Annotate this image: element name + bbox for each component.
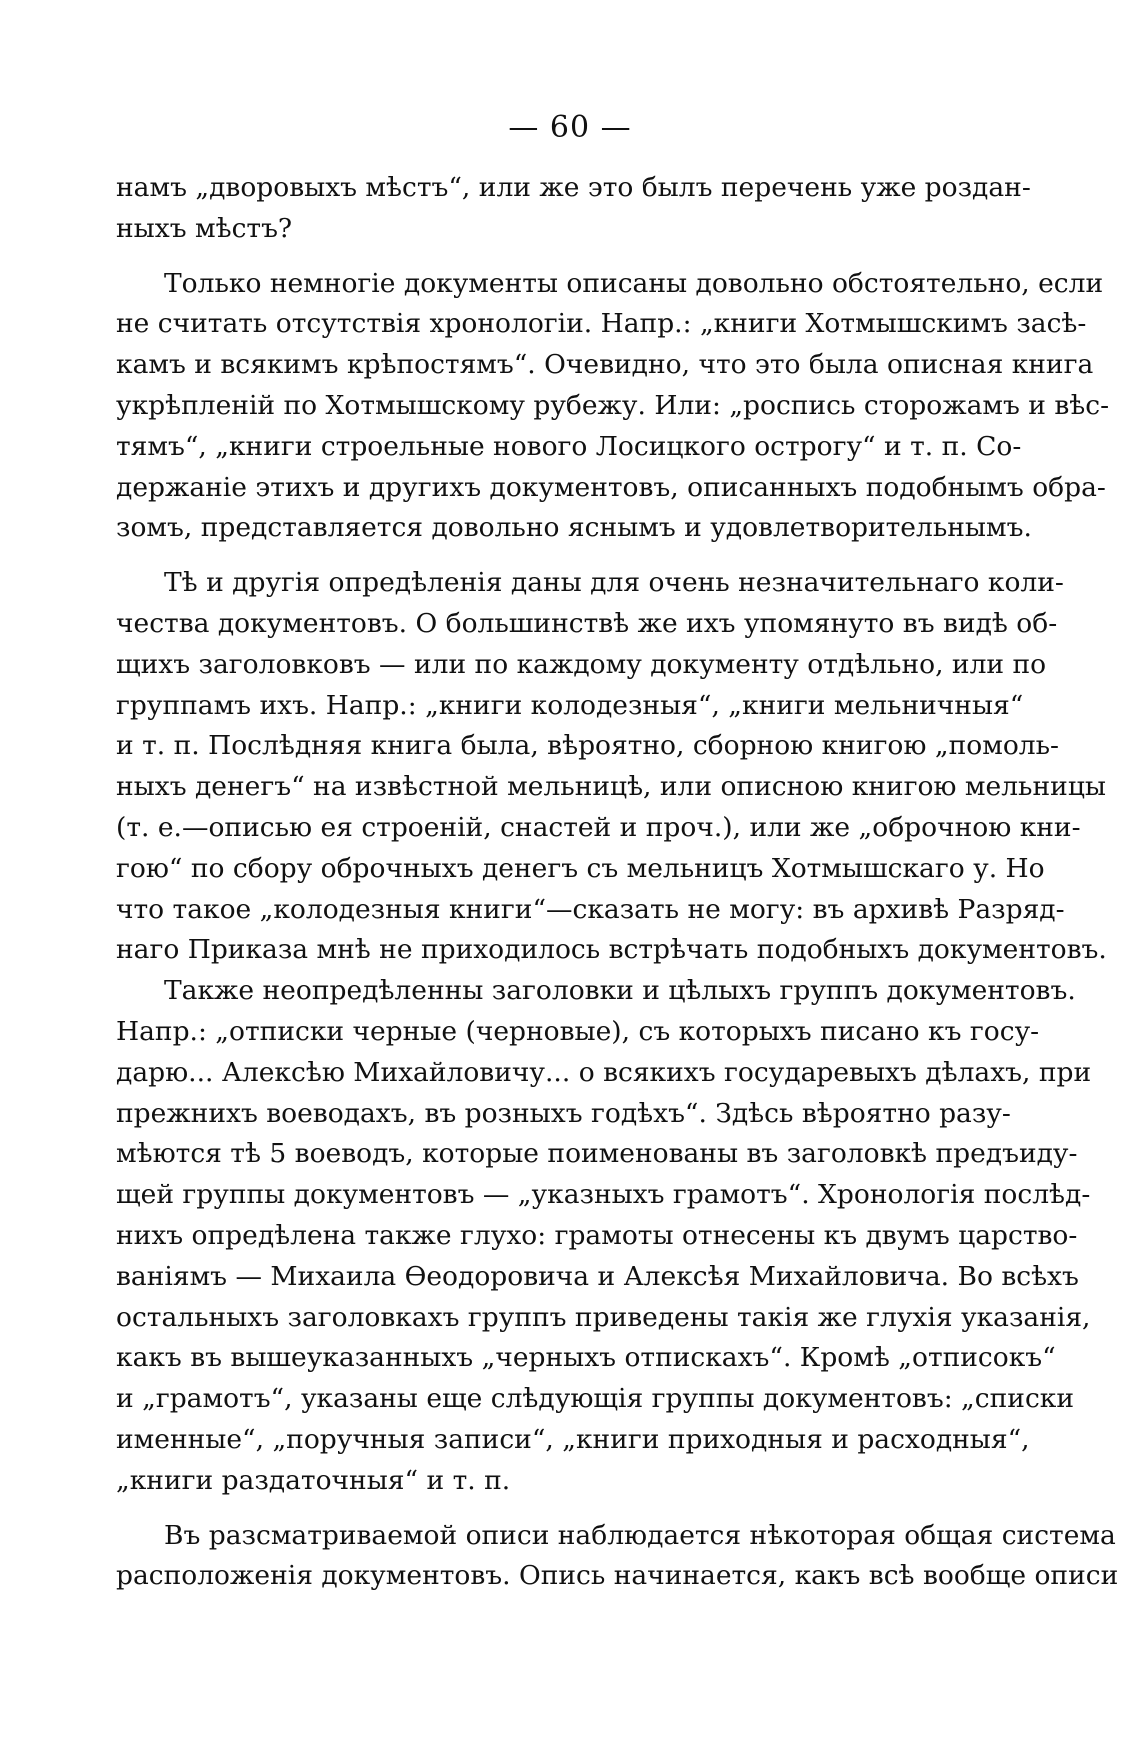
text-line: укрѣпленій по Хотмышскому рубежу. Или: „роспись сторожамъ и вѣс- — [116, 389, 1110, 421]
text-line: наго Приказа мнѣ не приходилось встрѣчать подобныхъ документовъ. — [116, 934, 1107, 966]
paragraph-2 — [116, 264, 1110, 550]
text-line: чества документовъ. О большинствѣ же ихъ упомянуто въ видѣ об- — [116, 607, 1058, 639]
text-line: именные“, „поручныя записи“, „книги приходныя и расходныя“, — [116, 1423, 1030, 1455]
text-line: намъ „дворовыхъ мѣстъ“, или же это былъ перечень уже роздан- — [116, 172, 1031, 203]
text-line: зомъ, представляется довольно яснымъ и удовлетворительнымъ. — [116, 512, 1032, 544]
text-line: что такое „колодезныя книги“—сказать не могу: въ архивѣ Разряд- — [116, 893, 1065, 925]
text-line: Только немногіе документы описаны довольно обстоятельно, если — [164, 267, 1104, 299]
text-line: Также неопредѣленны заголовки и цѣлыхъ группъ документовъ. — [164, 975, 1076, 1007]
text-line: ныхъ денегъ“ на извѣстной мельницѣ, или описною книгою мельницы — [116, 771, 1106, 803]
text-line: остальныхъ заголовкахъ группъ приведены такія же глухія указанія, — [116, 1301, 1091, 1333]
body-text — [116, 168, 1119, 1597]
paragraph-1 — [116, 168, 1031, 250]
text-line: какъ въ вышеуказанныхъ „черныхъ отпискахъ“. Кромѣ „отписокъ“ — [116, 1342, 1056, 1374]
paragraph-5 — [116, 1516, 1119, 1598]
text-line: гою“ по сбору оброчныхъ денегъ съ мельницъ Хотмышскаго у. Но — [116, 852, 1045, 884]
text-line: и „грамотъ“, указаны еще слѣдующія группы документовъ: „списки — [116, 1383, 1075, 1415]
text-line: Въ разсматриваемой описи наблюдается нѣкоторая общая система — [164, 1519, 1116, 1551]
text-line: ваніямъ — Михаила Ѳеодоровича и Алексѣя Михайловича. Во всѣхъ — [116, 1260, 1079, 1292]
page-number: — 60 — — [508, 110, 632, 145]
text-line: тямъ“, „книги строельные нового Лосицкого острогу“ и т. п. Со- — [116, 430, 1022, 462]
paragraph-gap — [116, 1502, 1006, 1516]
text-line: „книги раздаточныя“ и т. п. — [116, 1464, 511, 1496]
paragraph-4 — [116, 971, 1092, 1501]
text-line: Напр.: „отписки черные (черновые), съ которыхъ писано къ госу- — [116, 1015, 1040, 1047]
text-line: щихъ заголовковъ — или по каждому документу отдѣльно, или по — [116, 648, 1047, 680]
text-line: камъ и всякимъ крѣпостямъ“. Очевидно, что это была описная книга — [116, 349, 1094, 381]
text-line: (т. е.—описью ея строеній, снастей и проч.), или же „оброчною кни- — [116, 811, 1081, 843]
text-line: нихъ опредѣлена также глухо: грамоты отнесены къ двумъ царство- — [116, 1219, 1078, 1251]
text-line: расположенія документовъ. Опись начинается, какъ всѣ вообще описи — [116, 1560, 1119, 1592]
text-line: прежнихъ воеводахъ, въ розныхъ годѣхъ“. Здѣсь вѣроятно разу- — [116, 1097, 1011, 1129]
text-line: Тѣ и другія опредѣленія даны для очень незначительнаго коли- — [164, 567, 1064, 599]
text-line: и т. п. Послѣдняя книга была, вѣроятно, сборною книгою „помоль- — [116, 730, 1060, 762]
text-line: мѣются тѣ 5 воеводъ, которые поименованы въ заголовкѣ предъиду- — [116, 1138, 1078, 1170]
text-line: группамъ ихъ. Напр.: „книги колодезныя“, „книги мельничныя“ — [116, 689, 1024, 721]
text-line: держаніе этихъ и другихъ документовъ, описанныхъ подобнымъ обра- — [116, 471, 1106, 503]
text-line: не считать отсутствія хронологіи. Напр.: „книги Хотмышскимъ засѣ- — [116, 308, 1087, 340]
paragraph-gap — [116, 549, 1006, 563]
text-line: дарю... Алексѣю Михайловичу... о всякихъ государевыхъ дѣлахъ, при — [116, 1056, 1092, 1088]
text-line: ныхъ мѣстъ? — [116, 212, 293, 244]
paragraph-3 — [116, 563, 1107, 971]
text-line: щей группы документовъ — „указныхъ грамотъ“. Хронологія послѣд- — [116, 1179, 1091, 1211]
paragraph-gap — [116, 250, 1006, 264]
